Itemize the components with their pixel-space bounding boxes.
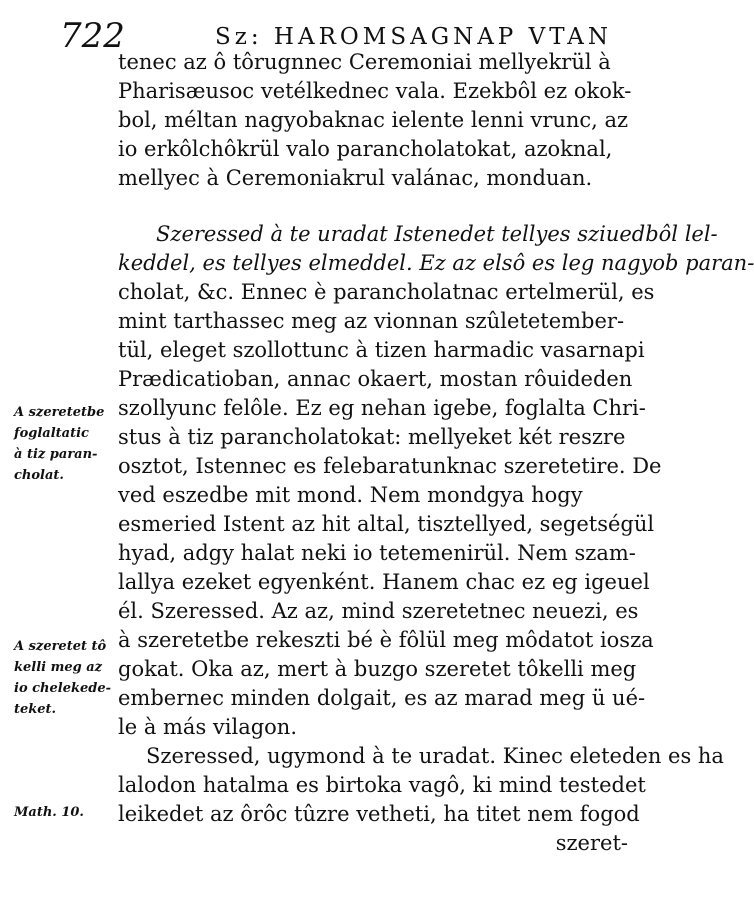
text-line: ved eszedbe mit mond. Nem mondgya hogy bbox=[118, 483, 583, 507]
text-line: le à más vilagon. bbox=[118, 715, 298, 739]
text-line: Prædicatioban, annac okaert, mostan rôuideden bbox=[118, 367, 633, 391]
text-line: stus à tiz parancholatokat: mellyeket két reszre bbox=[118, 425, 626, 449]
text-line: tenec az ô tôrugnnec Ceremoniai mellyekrül à bbox=[118, 50, 611, 74]
text-line: leikedet az ôrôc tûzre vetheti, ha titet nem fogod bbox=[118, 802, 640, 826]
scripture-quote-line: keddel, es tellyes elmeddel. Ez az elsô es leg nagyob paran- bbox=[118, 251, 754, 275]
text-line: lalodon hatalma es birtoka vagô, ki mind testedet bbox=[118, 773, 646, 797]
running-title: Sz: HAROMSAGNAP VTAN bbox=[215, 24, 613, 50]
text-line: esmeried Istent az hit altal, tisztellyed, segetségül bbox=[118, 512, 655, 536]
catchword: szeret- bbox=[555, 831, 628, 855]
paragraph bbox=[118, 742, 724, 858]
text-line: mellyec à Ceremoniakrul valánac, monduan. bbox=[118, 166, 593, 190]
text-line: Szeressed, ugymond à te uradat. Kinec eleteden es ha bbox=[146, 744, 724, 768]
text-line: él. Szeressed. Az az, mind szeretetnec neuezi, es bbox=[118, 599, 639, 623]
margin-note: A szeretet tô kelli meg az io chelekede- teket. bbox=[14, 639, 112, 717]
text-line: osztot, Istennec es felebaratunknac szeretetire. De bbox=[118, 454, 662, 478]
text-line: Pharisæusoc vetélkednec vala. Ezekbôl ez okok- bbox=[118, 79, 632, 103]
page-number: 722 bbox=[60, 16, 125, 56]
text-line: szollyunc felôle. Ez eg nehan igebe, foglalta Chri- bbox=[118, 396, 646, 420]
scripture-quote-line: Szeressed à te uradat Istenedet tellyes sziuedbôl lel- bbox=[156, 222, 718, 246]
text-line: gokat. Oka az, mert à buzgo szeretet tôkelli meg bbox=[118, 657, 637, 681]
text-line: mint tarthassec meg az vionnan szûletetember- bbox=[118, 309, 625, 333]
paragraph-gap bbox=[118, 193, 638, 220]
margin-note-scripture-ref: Math. 10. bbox=[14, 805, 84, 820]
paragraph bbox=[118, 48, 638, 193]
text-line: io erkôlchôkrül valo parancholatokat, azoknal, bbox=[118, 137, 613, 161]
text-line: cholat, &c. Ennec è parancholatnac ertelmerül, es bbox=[118, 280, 655, 304]
text-line: à szeretetbe rekeszti bé è fôlül meg môdatot iosza bbox=[118, 628, 654, 652]
margin-note: A szeretetbe foglaltatic à tiz paran- cholat. bbox=[14, 405, 105, 483]
paragraph bbox=[118, 220, 754, 742]
text-line: bol, méltan nagyobaknac ielente lenni vrunc, az bbox=[118, 108, 629, 132]
text-line: embernec minden dolgait, es az marad meg ü ué- bbox=[118, 686, 646, 710]
body-text bbox=[118, 48, 754, 858]
text-line: tül, eleget szollottunc à tizen harmadic vasarnapi bbox=[118, 338, 645, 362]
text-line: hyad, adgy halat neki io tetemenirül. Nem szam- bbox=[118, 541, 636, 565]
text-line: lallya ezeket egyenként. Hanem chac ez eg igeuel bbox=[118, 570, 650, 594]
